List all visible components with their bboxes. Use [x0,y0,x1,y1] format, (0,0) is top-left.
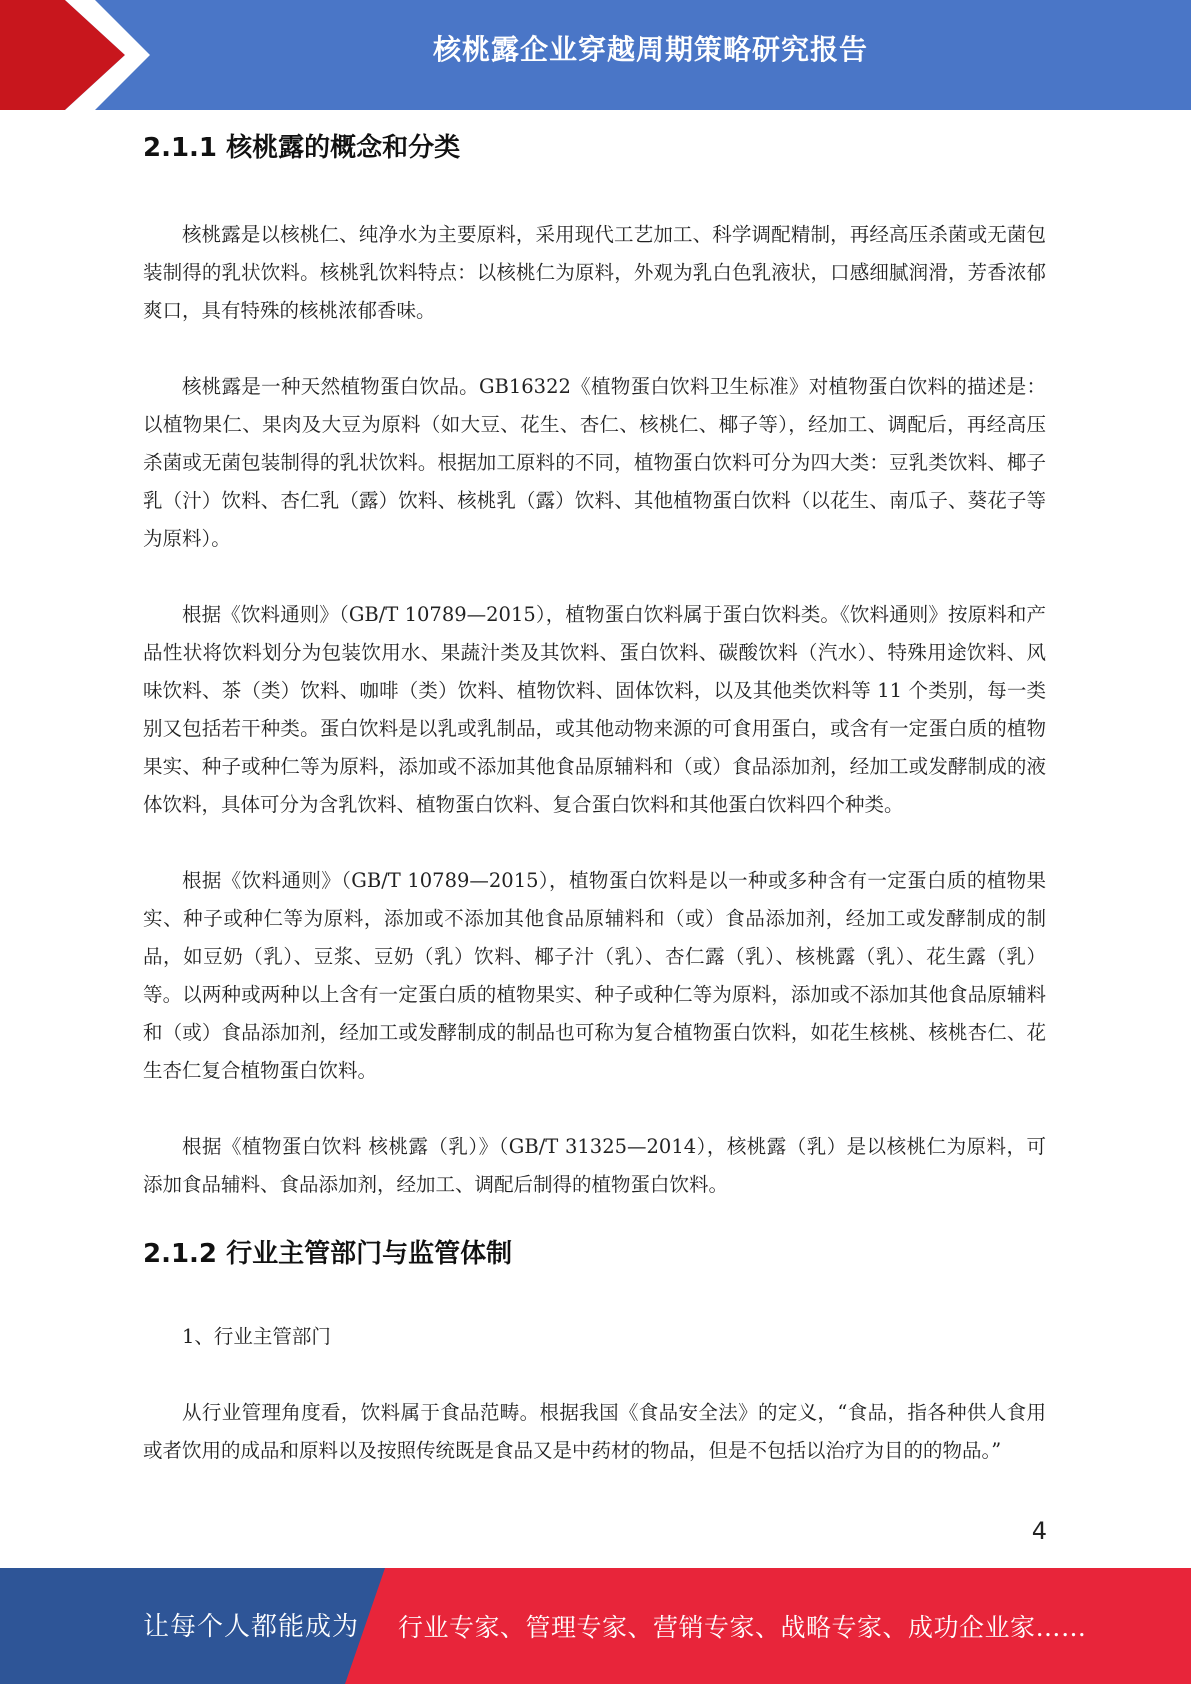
page-header [0,0,1191,110]
page-content [143,128,1046,1508]
paragraph: 根据《植物蛋白饮料 核桃露（乳）》（GB/T 31325—2014），核桃露（乳）是以核桃仁为原料，可添加食品辅料、食品添加剂，经加工、调配后制得的植物蛋白饮料。 [143,1135,1046,1196]
section-heading-2-1-2: 2.1.2 行业主管部门与监管体制 [143,1239,513,1269]
paragraph: 核桃露是一种天然植物蛋白饮品。GB16322《植物蛋白饮料卫生标准》对植物蛋白饮料的描述是：以植物果仁、果肉及大豆为原料（如大豆、花生、杏仁、核桃仁、椰子等），经加工、调配后，再经高压杀菌或无菌包装制得的乳状饮料。根据加工原料的不同，植物蛋白饮料可分为四大类：豆乳类饮料、椰子乳（汁）饮料、杏仁乳（露）饮料、核桃乳（露）饮料、其他植物蛋白饮料（以花生、南瓜子、葵花子等为原料）。 [143,375,1046,550]
report-title: 核桃露企业穿越周期策略研究报告 [432,33,868,66]
footer-slogan-left: 让每个人都能成为 [143,1612,360,1642]
page-footer [0,1568,1191,1684]
subheading-industry-authority: 1、行业主管部门 [182,1325,331,1348]
page-number: 4 [1031,1517,1047,1545]
paragraph: 从行业管理角度看，饮料属于食品范畴。根据我国《食品安全法》的定义，“食品，指各种供人食用或者饮用的成品和原料以及按照传统既是食品又是中药材的物品，但是不包括以治疗为目的的物品。” [143,1401,1046,1462]
paragraph: 根据《饮料通则》（GB/T 10789—2015），植物蛋白饮料属于蛋白饮料类。《饮料通则》按原料和产品性状将饮料划分为包装饮用水、果蔬汁类及其饮料、蛋白饮料、碳酸饮料（汽水）、特殊用途饮料、风味饮料、茶（类）饮料、咖啡（类）饮料、植物饮料、固体饮料，以及其他类饮料等 11 个类别，每一类别又包括若干种类。蛋白饮料是以乳或乳制品，或其他动物来源的可食用蛋白，或含有一定蛋白质的植物果实、种子或种仁等为原料，添加或不添加其他食品原辅料和（或）食品添加剂，经加工或发酵制成的液体饮料，具体可分为含乳饮料、植物蛋白饮料、复合蛋白饮料和其他蛋白饮料四个种类。 [143,603,1046,816]
paragraph: 根据《饮料通则》（GB/T 10789—2015），植物蛋白饮料是以一种或多种含有一定蛋白质的植物果实、种子或种仁等为原料，添加或不添加其他食品原辅料和（或）食品添加剂，经加工或发酵制成的制品，如豆奶（乳）、豆浆、豆奶（乳）饮料、椰子汁（乳）、杏仁露（乳）、核桃露（乳）、花生露（乳）等。以两种或两种以上含有一定蛋白质的植物果实、种子或种仁等为原料，添加或不添加其他食品原辅料和（或）食品添加剂，经加工或发酵制成的制品也可称为复合植物蛋白饮料，如花生核桃、核桃杏仁、花生杏仁复合植物蛋白饮料。 [143,869,1046,1082]
section-heading-2-1-1: 2.1.1 核桃露的概念和分类 [143,133,461,163]
paragraph: 核桃露是以核桃仁、纯净水为主要原料，采用现代工艺加工、科学调配精制，再经高压杀菌或无菌包装制得的乳状饮料。核桃乳饮料特点：以核桃仁为原料，外观为乳白色乳液状，口感细腻润滑，芳香浓郁爽口，具有特殊的核桃浓郁香味。 [143,223,1046,322]
footer-slogan-right: 行业专家、管理专家、营销专家、战略专家、成功企业家…… [398,1613,1087,1642]
